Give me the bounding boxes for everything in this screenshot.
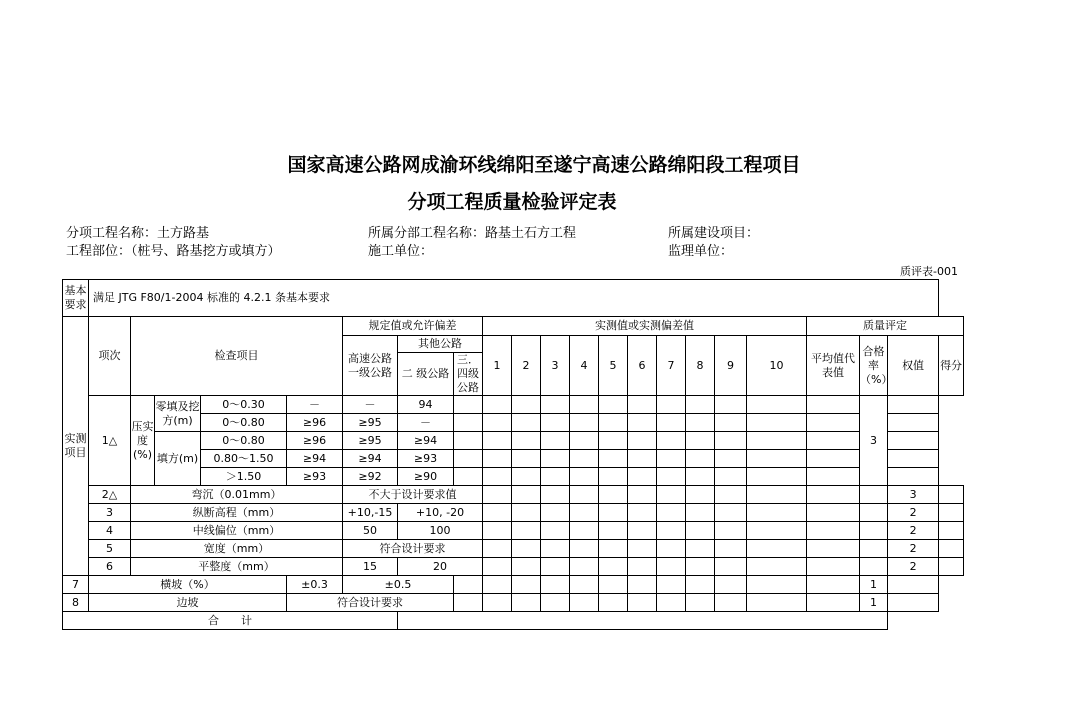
grade34-spec-cell: ≥90 — [398, 468, 454, 486]
total-row — [63, 612, 964, 630]
measured-items-label: 实测项目 — [63, 317, 89, 576]
measured-cell[interactable] — [483, 576, 512, 594]
weight-cell: 1 — [860, 576, 888, 594]
check-item-cell: 平整度（mm） — [131, 558, 343, 576]
subitem-name-field: 分项工程名称：土方路基 — [66, 226, 210, 241]
pass-rate-cell[interactable] — [807, 468, 860, 486]
highway-spec-cell: 15 — [343, 558, 398, 576]
highway-spec-cell: 50 — [343, 522, 398, 540]
header-col-10: 10 — [747, 336, 807, 396]
measured-cell[interactable] — [628, 576, 657, 594]
zero-fill-label: 零填及挖方(m) — [155, 396, 201, 432]
header-col-5: 5 — [599, 336, 628, 396]
check-item-cell: 边坡 — [89, 594, 287, 612]
highway-spec-cell: ≥96 — [287, 432, 343, 450]
location-field: 工程部位：（桩号、路基挖方或填方） — [66, 244, 281, 259]
measured-cell[interactable] — [512, 486, 541, 504]
pass-rate-cell[interactable] — [807, 414, 860, 432]
form-code: 质评表-001 — [900, 265, 958, 278]
measured-cell[interactable] — [628, 558, 657, 576]
measured-cell[interactable] — [512, 450, 541, 468]
check-item-cell: 弯沉（0.01mm） — [131, 486, 343, 504]
contractor-field: 施工单位： — [368, 244, 434, 259]
score-cell[interactable] — [939, 540, 964, 558]
header-col-8: 8 — [686, 336, 715, 396]
measured-cell[interactable] — [541, 504, 570, 522]
measured-cell[interactable] — [747, 558, 807, 576]
measured-cell[interactable] — [570, 432, 599, 450]
measured-cell[interactable] — [628, 504, 657, 522]
measured-cell[interactable] — [454, 432, 483, 450]
header-item-no: 项次 — [89, 317, 131, 396]
header-col-6: 6 — [628, 336, 657, 396]
measured-cell[interactable] — [686, 396, 715, 414]
measured-cell[interactable] — [570, 540, 599, 558]
spec-cell: 符合设计要求 — [343, 540, 483, 558]
weight-cell: 2 — [888, 504, 939, 522]
measured-cell[interactable] — [715, 504, 747, 522]
total-label: 合 计 — [63, 612, 398, 630]
measured-cell[interactable] — [512, 432, 541, 450]
measured-cell[interactable] — [599, 450, 628, 468]
other-spec-cell: 20 — [398, 558, 483, 576]
measured-cell[interactable] — [715, 594, 747, 612]
header-score: 得分 — [939, 336, 964, 396]
header-quality: 质量评定 — [807, 317, 964, 336]
measured-cell[interactable] — [715, 576, 747, 594]
other-spec-cell: +10, -20 — [398, 504, 483, 522]
measured-cell[interactable] — [686, 432, 715, 450]
measured-cell[interactable] — [657, 414, 686, 432]
depth-cell: ＞1.50 — [201, 468, 287, 486]
pass-rate-cell[interactable] — [860, 558, 888, 576]
avg-cell[interactable] — [747, 450, 807, 468]
measured-cell[interactable] — [599, 414, 628, 432]
measured-cell[interactable] — [541, 450, 570, 468]
header-weight: 权值 — [888, 336, 939, 396]
depth-cell: 0～0.30 — [201, 396, 287, 414]
measured-cell[interactable] — [570, 594, 599, 612]
highway-spec-cell: ≥93 — [287, 468, 343, 486]
pass-rate-cell[interactable] — [860, 486, 888, 504]
pass-rate-cell[interactable] — [860, 540, 888, 558]
measured-cell[interactable] — [715, 396, 747, 414]
item-no-cell: 5 — [89, 540, 131, 558]
measured-cell[interactable] — [570, 450, 599, 468]
measured-cell[interactable] — [454, 576, 483, 594]
table-row — [63, 540, 964, 558]
check-item-cell: 宽度（mm） — [131, 540, 343, 558]
measured-cell[interactable] — [686, 540, 715, 558]
compaction-item-no: 1△ — [89, 396, 131, 486]
pass-rate-cell[interactable] — [860, 504, 888, 522]
inspection-table — [62, 279, 964, 630]
measured-cell[interactable] — [541, 468, 570, 486]
table-row — [63, 576, 964, 594]
measured-cell[interactable] — [599, 396, 628, 414]
measured-cell[interactable] — [657, 576, 686, 594]
measured-cell[interactable] — [570, 504, 599, 522]
grade2-spec-cell: － — [343, 396, 398, 414]
avg-cell[interactable] — [807, 504, 860, 522]
measured-cell[interactable] — [483, 558, 512, 576]
measured-cell[interactable] — [715, 522, 747, 540]
measured-cell[interactable] — [715, 450, 747, 468]
avg-cell[interactable] — [807, 540, 860, 558]
score-cell[interactable] — [888, 468, 939, 486]
measured-cell[interactable] — [686, 594, 715, 612]
measured-cell[interactable] — [599, 486, 628, 504]
total-value-cell[interactable] — [398, 612, 888, 630]
score-cell[interactable] — [939, 558, 964, 576]
measured-cell[interactable] — [483, 522, 512, 540]
measured-cell[interactable] — [715, 432, 747, 450]
measured-cell[interactable] — [715, 414, 747, 432]
fill-label: 填方(m) — [155, 432, 201, 486]
pass-rate-cell[interactable] — [860, 522, 888, 540]
table-row — [63, 432, 964, 450]
highway-spec-cell: ≥94 — [287, 450, 343, 468]
depth-cell: 0.80～1.50 — [201, 450, 287, 468]
measured-cell[interactable] — [628, 486, 657, 504]
page-title: 国家高速公路网成渝环线绵阳至遂宁高速公路绵阳段工程项目 — [287, 154, 801, 176]
score-cell[interactable] — [888, 432, 939, 450]
measured-cell[interactable] — [686, 486, 715, 504]
other-spec-cell: 100 — [398, 522, 483, 540]
pass-rate-cell[interactable] — [807, 576, 860, 594]
score-cell[interactable] — [888, 450, 939, 468]
measured-cell[interactable] — [715, 540, 747, 558]
measured-cell[interactable] — [747, 486, 807, 504]
measured-cell[interactable] — [628, 432, 657, 450]
measured-cell[interactable] — [483, 414, 512, 432]
measured-cell[interactable] — [686, 558, 715, 576]
grade2-spec-cell: ≥95 — [343, 414, 398, 432]
header-check-item: 检查项目 — [131, 317, 343, 396]
header-highway: 高速公路一级公路 — [343, 336, 398, 396]
measured-cell[interactable] — [747, 504, 807, 522]
measured-cell[interactable] — [686, 450, 715, 468]
division-name-field: 所属分部工程名称：路基土石方工程 — [368, 226, 577, 241]
avg-cell[interactable] — [807, 558, 860, 576]
header-col-3: 3 — [541, 336, 570, 396]
pass-rate-cell[interactable] — [807, 450, 860, 468]
grade2-spec-cell: ≥92 — [343, 468, 398, 486]
score-cell[interactable] — [888, 414, 939, 432]
weight-cell: 2 — [888, 540, 939, 558]
measured-cell[interactable] — [628, 468, 657, 486]
measured-cell[interactable] — [570, 486, 599, 504]
measured-cell[interactable] — [541, 576, 570, 594]
table-row — [63, 594, 964, 612]
header-spec: 规定值或允许偏差 — [343, 317, 483, 336]
measured-cell[interactable] — [599, 594, 628, 612]
measured-cell[interactable] — [541, 540, 570, 558]
measured-cell[interactable] — [747, 522, 807, 540]
measured-cell[interactable] — [512, 576, 541, 594]
depth-cell: 0～0.80 — [201, 432, 287, 450]
measured-cell[interactable] — [541, 522, 570, 540]
avg-cell[interactable] — [747, 468, 807, 486]
measured-cell[interactable] — [483, 396, 512, 414]
header-pass-rate: 合格率（%） — [860, 336, 888, 396]
score-cell[interactable] — [888, 576, 939, 594]
measured-cell[interactable] — [686, 576, 715, 594]
avg-cell[interactable] — [807, 522, 860, 540]
depth-cell: 0～0.80 — [201, 414, 287, 432]
highway-spec-cell: ≥96 — [287, 414, 343, 432]
construction-project-field: 所属建设项目： — [668, 226, 760, 241]
check-item-cell: 中线偏位（mm） — [131, 522, 343, 540]
measured-cell[interactable] — [628, 396, 657, 414]
header-col-1: 1 — [483, 336, 512, 396]
avg-cell[interactable] — [747, 396, 807, 414]
grade34-spec-cell: － — [398, 414, 454, 432]
header-col-9: 9 — [715, 336, 747, 396]
measured-cell[interactable] — [686, 468, 715, 486]
item-no-cell: 7 — [63, 576, 89, 594]
pass-rate-cell[interactable] — [807, 432, 860, 450]
measured-cell[interactable] — [570, 414, 599, 432]
supervisor-field: 监理单位： — [668, 244, 734, 259]
measured-cell[interactable] — [483, 486, 512, 504]
score-cell[interactable] — [888, 594, 939, 612]
measured-cell[interactable] — [657, 486, 686, 504]
measured-cell[interactable] — [570, 396, 599, 414]
score-cell[interactable] — [888, 396, 939, 414]
grade2-spec-cell: ≥95 — [343, 432, 398, 450]
form-title: 分项工程质量检验评定表 — [407, 191, 617, 213]
measured-cell[interactable] — [541, 558, 570, 576]
measured-cell[interactable] — [454, 414, 483, 432]
header-col-2: 2 — [512, 336, 541, 396]
score-cell[interactable] — [939, 486, 964, 504]
measured-cell[interactable] — [599, 504, 628, 522]
measured-cell[interactable] — [715, 468, 747, 486]
compaction-label: 压实度(%) — [131, 396, 155, 486]
measured-cell[interactable] — [483, 504, 512, 522]
highway-spec-cell: +10,-15 — [343, 504, 398, 522]
check-item-cell: 纵断高程（mm） — [131, 504, 343, 522]
measured-cell[interactable] — [686, 522, 715, 540]
item-no-cell: 6 — [89, 558, 131, 576]
measured-cell[interactable] — [483, 450, 512, 468]
weight-cell: 1 — [860, 594, 888, 612]
grade34-spec-cell: ≥94 — [398, 432, 454, 450]
measured-cell[interactable] — [657, 468, 686, 486]
measured-cell[interactable] — [541, 396, 570, 414]
measured-cell[interactable] — [599, 522, 628, 540]
measured-cell[interactable] — [657, 504, 686, 522]
measured-cell[interactable] — [512, 504, 541, 522]
weight-cell: 2 — [888, 558, 939, 576]
measured-cell[interactable] — [570, 558, 599, 576]
grade34-spec-cell: 94 — [398, 396, 454, 414]
item-no-cell: 8 — [63, 594, 89, 612]
grade34-spec-cell: ≥93 — [398, 450, 454, 468]
measured-cell[interactable] — [657, 432, 686, 450]
measured-cell[interactable] — [454, 594, 483, 612]
measured-cell[interactable] — [541, 432, 570, 450]
header-other-roads: 其他公路 — [398, 336, 483, 353]
measured-cell[interactable] — [628, 594, 657, 612]
measured-cell[interactable] — [657, 558, 686, 576]
avg-cell[interactable] — [747, 432, 807, 450]
header-col-7: 7 — [657, 336, 686, 396]
basic-requirement-label: 基本要求 — [63, 280, 89, 317]
header-grade2: 二 级公路 — [398, 353, 454, 396]
avg-cell[interactable] — [747, 594, 807, 612]
header-measured: 实测值或实测偏差值 — [483, 317, 807, 336]
measured-cell[interactable] — [512, 414, 541, 432]
spec-cell: 符合设计要求 — [287, 594, 454, 612]
measured-cell[interactable] — [512, 540, 541, 558]
measured-cell[interactable] — [454, 468, 483, 486]
measured-cell[interactable] — [686, 504, 715, 522]
measured-cell[interactable] — [657, 540, 686, 558]
table-row — [63, 486, 964, 504]
measured-cell[interactable] — [541, 414, 570, 432]
weight-cell: 3 — [888, 486, 939, 504]
highway-spec-cell: － — [287, 396, 343, 414]
measured-cell[interactable] — [483, 594, 512, 612]
measured-cell[interactable] — [657, 594, 686, 612]
score-cell[interactable] — [939, 504, 964, 522]
measured-cell[interactable] — [628, 522, 657, 540]
item-no-cell: 2△ — [89, 486, 131, 504]
measured-cell[interactable] — [512, 522, 541, 540]
check-item-cell: 横坡（%） — [89, 576, 287, 594]
other-spec-cell: ±0.5 — [343, 576, 454, 594]
highway-spec-cell: ±0.3 — [287, 576, 343, 594]
measured-cell[interactable] — [628, 450, 657, 468]
table-row — [63, 558, 964, 576]
measured-cell[interactable] — [715, 558, 747, 576]
measured-cell[interactable] — [686, 414, 715, 432]
header-grade34: 三．四级公路 — [454, 353, 483, 396]
item-no-cell: 4 — [89, 522, 131, 540]
measured-cell[interactable] — [599, 432, 628, 450]
measured-cell[interactable] — [657, 522, 686, 540]
grade2-spec-cell: ≥94 — [343, 450, 398, 468]
measured-cell[interactable] — [747, 540, 807, 558]
table-row — [63, 396, 964, 414]
measured-cell[interactable] — [454, 396, 483, 414]
measured-cell[interactable] — [657, 396, 686, 414]
measured-cell[interactable] — [512, 396, 541, 414]
measured-cell[interactable] — [599, 468, 628, 486]
measured-cell[interactable] — [483, 540, 512, 558]
avg-cell[interactable] — [747, 414, 807, 432]
measured-cell[interactable] — [512, 594, 541, 612]
item-no-cell: 3 — [89, 504, 131, 522]
avg-cell[interactable] — [747, 576, 807, 594]
measured-cell[interactable] — [454, 450, 483, 468]
measured-cell[interactable] — [541, 594, 570, 612]
measured-cell[interactable] — [570, 468, 599, 486]
measured-cell[interactable] — [512, 468, 541, 486]
measured-cell[interactable] — [599, 576, 628, 594]
measured-cell[interactable] — [599, 540, 628, 558]
measured-cell[interactable] — [628, 540, 657, 558]
measured-cell[interactable] — [570, 522, 599, 540]
pass-rate-cell[interactable] — [807, 594, 860, 612]
measured-cell[interactable] — [715, 486, 747, 504]
table-row — [63, 504, 964, 522]
avg-cell[interactable] — [807, 486, 860, 504]
table-row — [63, 522, 964, 540]
measured-cell[interactable] — [541, 486, 570, 504]
measured-cell[interactable] — [512, 558, 541, 576]
measured-cell[interactable] — [483, 468, 512, 486]
measured-cell[interactable] — [628, 414, 657, 432]
weight-cell: 3 — [860, 396, 888, 486]
basic-requirement-text: 满足 JTG F80/1-2004 标准的 4.2.1 条基本要求 — [89, 280, 939, 317]
weight-cell: 2 — [888, 522, 939, 540]
measured-cell[interactable] — [483, 432, 512, 450]
measured-cell[interactable] — [570, 576, 599, 594]
header-avg: 平均值代表值 — [807, 336, 860, 396]
measured-cell[interactable] — [599, 558, 628, 576]
pass-rate-cell[interactable] — [807, 396, 860, 414]
score-cell[interactable] — [939, 522, 964, 540]
spec-cell: 不大于设计要求值 — [343, 486, 483, 504]
measured-cell[interactable] — [657, 450, 686, 468]
header-col-4: 4 — [570, 336, 599, 396]
